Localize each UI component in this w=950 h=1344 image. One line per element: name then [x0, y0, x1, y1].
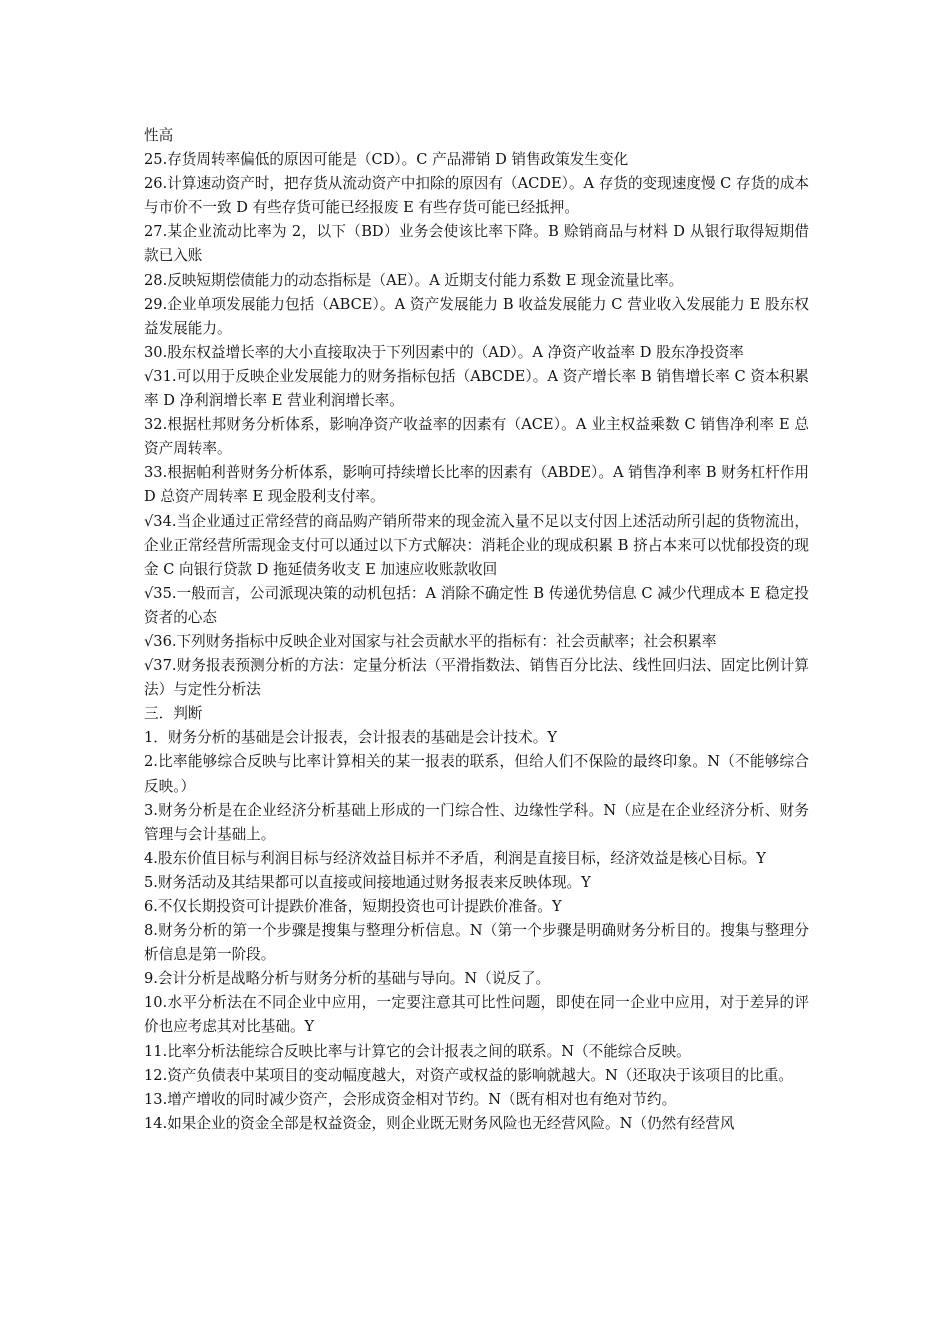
judgment-12: 12.资产负债表中某项目的变动幅度越大，对资产或权益的影响就越大。N（还取决于该项目的比重。: [144, 1066, 793, 1084]
question-30: 30.股东权益增长率的大小直接取决于下列因素中的（AD）。A 净资产收益率 D 股东净投资率: [144, 343, 744, 361]
section-heading-judgment: 三．判断: [144, 705, 203, 723]
question-35: √35.一般而言，公司派现决策的动机包括：A 消除不确定性 B 传递优势信息 C 减少代理成本 E 稳定投资者的心态: [144, 584, 809, 626]
question-37: √37.财务报表预测分析的方法：定量分析法（平滑指数法、销售百分比法、线性回归法、固定比例计算法）与定性分析法: [144, 657, 809, 699]
judgment-8: 8.财务分析的第一个步骤是搜集与整理分析信息。N（第一个步骤是明确财务分析目的。搜集与整理分析信息是第一阶段。: [144, 922, 809, 964]
question-28: 28.反映短期偿债能力的动态指标是（AE）。A 近期支付能力系数 E 现金流量比率。: [144, 271, 684, 289]
question-26: 26.计算速动资产时，把存货从流动资产中扣除的原因有（ACDE）。A 存货的变现速度慢 C 存货的成本与市价不一致 D 有些存货可能已经报废 E 有些存货可能已经抵押。: [144, 175, 809, 217]
judgment-9: 9.会计分析是战略分析与财务分析的基础与导向。N（说反了。: [144, 970, 551, 988]
question-34: √34.当企业通过正常经营的商品购产销所带来的现金流入量不足以支付因上述活动所引起的货物流出，企业正常经营所需现金支付可以通过以下方式解决：消耗企业的现成积累 B 挤占本来可以忧郁投资的现金 C 向银行贷款 D 拖延债务收支 E 加速应收账款收回: [144, 512, 809, 578]
question-25: 25.存货周转率偏低的原因可能是（CD）。C 产品滞销 D 销售政策发生变化: [144, 151, 629, 169]
judgment-13: 13.增产增收的同时减少资产，会形成资金相对节约。N（既有相对也有绝对节约。: [144, 1090, 677, 1108]
question-29: 29.企业单项发展能力包括（ABCE）。A 资产发展能力 B 收益发展能力 C 营业收入发展能力 E 股东权益发展能力。: [144, 295, 809, 337]
judgment-10: 10.水平分析法在不同企业中应用，一定要注意其可比性问题，即使在同一企业中应用，对于差异的评价也应考虑其对比基础。Y: [144, 994, 809, 1036]
question-33: 33.根据帕利普财务分析体系，影响可持续增长比率的因素有（ABDE）。A 销售净利率 B 财务杠杆作用 D 总资产周转率 E 现金股利支付率。: [144, 464, 809, 506]
judgment-5: 5.财务活动及其结果都可以直接或间接地通过财务报表来反映体现。Y: [144, 873, 591, 891]
question-31: √31.可以用于反映企业发展能力的财务指标包括（ABCDE）。A 资产增长率 B 销售增长率 C 资本积累率 D 净利润增长率 E 营业利润增长率。: [144, 367, 809, 410]
judgment-4: 4.股东价值目标与利润目标与经济效益目标并不矛盾，利润是直接目标，经济效益是核心目标。Y: [144, 849, 766, 867]
question-27: 27.某企业流动比率为 2，以下（BD）业务会使该比率下降。B 赊销商品与材料 D 从银行取得短期借款已入账: [144, 223, 809, 265]
question-32: 32.根据杜邦财务分析体系，影响净资产收益率的因素有（ACE）。A 业主权益乘数 C 销售净利率 E 总资产周转率。: [144, 416, 809, 458]
judgment-6: 6.不仅长期投资可计提跌价准备，短期投资也可计提跌价准备。Y: [144, 898, 562, 915]
question-36: √36.下列财务指标中反映企业对国家与社会贡献水平的指标有：社会贡献率；社会积累率: [144, 632, 717, 650]
judgment-14: 14.如果企业的资金全部是权益资金，则企业既无财务风险也无经营风险。N（仍然有经营风: [144, 1114, 735, 1132]
judgment-2: 2.比率能够综合反映与比率计算相关的某一报表的联系，但给人们不保险的最终印象。N（不能够综合反映。）: [144, 753, 809, 795]
judgment-11: 11.比率分析法能综合反映比率与计算它的会计报表之间的联系。N（不能综合反映。: [144, 1042, 691, 1060]
document-body: [144, 124, 809, 1136]
paragraph-continuation: 性高: [144, 127, 174, 144]
judgment-3: 3.财务分析是在企业经济分析基础上形成的一门综合性、边缘性学科。N（应是在企业经济分析、财务管理与会计基础上。: [144, 801, 809, 843]
judgment-1: 1．财务分析的基础是会计报表，会计报表的基础是会计技术。Y: [144, 729, 557, 747]
